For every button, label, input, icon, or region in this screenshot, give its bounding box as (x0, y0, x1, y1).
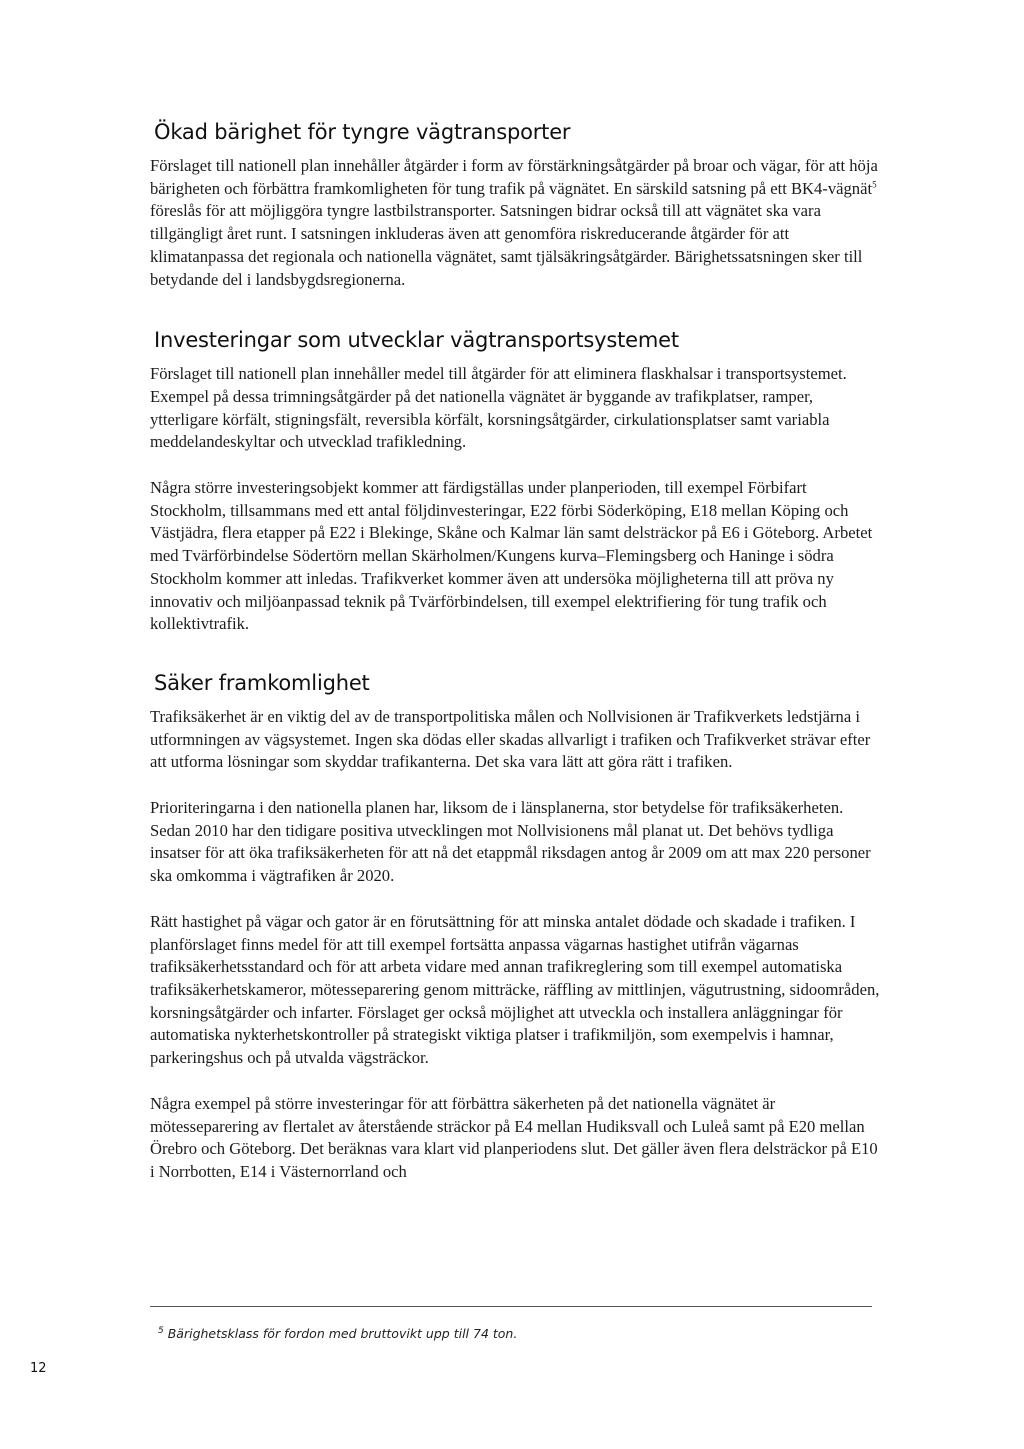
paragraph (150, 155, 880, 291)
section-heading: Investeringar som utvecklar vägtransportsystemet (154, 328, 679, 353)
paragraph-text: Förslaget till nationell plan innehåller åtgärder i form av förstärkningsåtgärder på broar och vägar, för att höja bärigheten och förbättra framkomligheten för tung trafik på vägnätet. En särskild satsning på ett BK4-vägnät (150, 156, 878, 198)
footnote (158, 1326, 517, 1341)
document-body (150, 118, 880, 1184)
footnote-marker: 5 (158, 1325, 164, 1336)
paragraph: Trafiksäkerhet är en viktig del av de transportpolitiska målen och Nollvisionen är Trafikverkets ledstjärna i utformningen av vägsystemet. Ingen ska dödas eller skadas allvarligt i trafiken och Trafikverket strävar efter att utforma lösningar som skyddar trafikanterna. Det ska vara lätt att göra rätt i trafiken. (150, 706, 871, 772)
paragraph: Några större investeringsobjekt kommer att färdigställas under planperioden, till exempel Förbifart Stockholm, tillsammans med ett antal följdinvesteringar, E22 förbi Söderköping, E18 mellan Köping och Västjädra, flera etapper på E22 i Blekinge, Skåne och Kalmar län samt delsträckor på E6 i Göteborg. Arbetet med Tvärförbindelse Södertörn mellan Skärholmen/Kungens kurva–Flemingsberg och Haninge i södra Stockholm kommer att inledas. Trafikverket kommer även att undersöka möjligheterna till att pröva ny innovativ och miljöanpassad teknik på Tvärförbindelsen, till exempel elektrifiering för tung trafik och kollektivtrafik. (150, 478, 873, 634)
paragraph: Rätt hastighet på vägar och gator är en förutsättning för att minska antalet dödade och skadade i trafiken. I planförslaget finns medel för att till exempel fortsätta anpassa vägarnas hastighet utifrån vägarnas trafiksäkerhetsstandard och för att arbeta vidare med annan trafikreglering som till exempel automatiska trafiksäkerhetskameror, mötesseparering genom mitträcke, räffling av mittlinjen, vägutrustning, sidoområden, korsningsåtgärder och infarter. Förslaget ger också möjlighet att utveckla och installera anläggningar för automatiska nykterhetskontroller på strategiskt viktiga platser i trafikmiljön, som exempelvis i hamnar, parkeringshus och på utvalda vägsträckor. (150, 911, 880, 1068)
section-heading: Ökad bärighet för tyngre vägtransporter (154, 120, 571, 144)
footnote-text: Bärighetsklass för fordon med bruttovikt upp till 74 ton. (167, 1326, 518, 1341)
section-heading: Säker framkomlighet (154, 670, 370, 695)
section-saker-framkomlighet (150, 669, 880, 1184)
section-barighet (150, 118, 880, 291)
section-investeringar (150, 326, 880, 636)
footnote-reference: 5 (872, 179, 877, 190)
footnote-divider (150, 1306, 872, 1307)
paragraph-text: föreslås för att möjliggöra tyngre lastbilstransporter. Satsningen bidrar också till att vägnätet ska vara tillgängligt året runt. I satsningen inkluderas även att genomföra riskreducerande åtgärder för att klimatanpassa det regionala och nationella vägnätet, samt tjälsäkringsåtgärder. Bärighetssatsningen sker till betydande del i landsbygdsregionerna. (150, 201, 863, 289)
paragraph: Prioriteringarna i den nationella planen har, liksom de i länsplanerna, stor betydelse för trafiksäkerheten. Sedan 2010 har den tidigare positiva utvecklingen mot Nollvisionens mål planat ut. Det behövs tydliga insatser för att öka trafiksäkerheten för att nå det etappmål riksdagen antog år 2009 om att max 220 personer ska omkomma i vägtrafiken år 2020. (150, 798, 871, 886)
paragraph: Förslaget till nationell plan innehåller medel till åtgärder för att eliminera flaskhalsar i transportsystemet. Exempel på dessa trimningsåtgärder på det nationella vägnätet är byggande av trafikplatser, ramper, ytterligare körfält, stigningsfält, reversibla körfält, korsningsåtgärder, cirkulationsplatser samt variabla meddelandeskyltar och utvecklad trafikledning. (150, 364, 847, 452)
paragraph: Några exempel på större investeringar för att förbättra säkerheten på det nationella vägnätet är mötesseparering av flertalet av återstående sträckor på E4 mellan Hudiksvall och Luleå samt på E20 mellan Örebro och Göteborg. Det beräknas vara klart vid planperiodens slut. Det gäller även flera delsträckor på E10 i Norrbotten, E14 i Västernorrland och (150, 1093, 878, 1181)
page-number: 12 (30, 1361, 47, 1376)
